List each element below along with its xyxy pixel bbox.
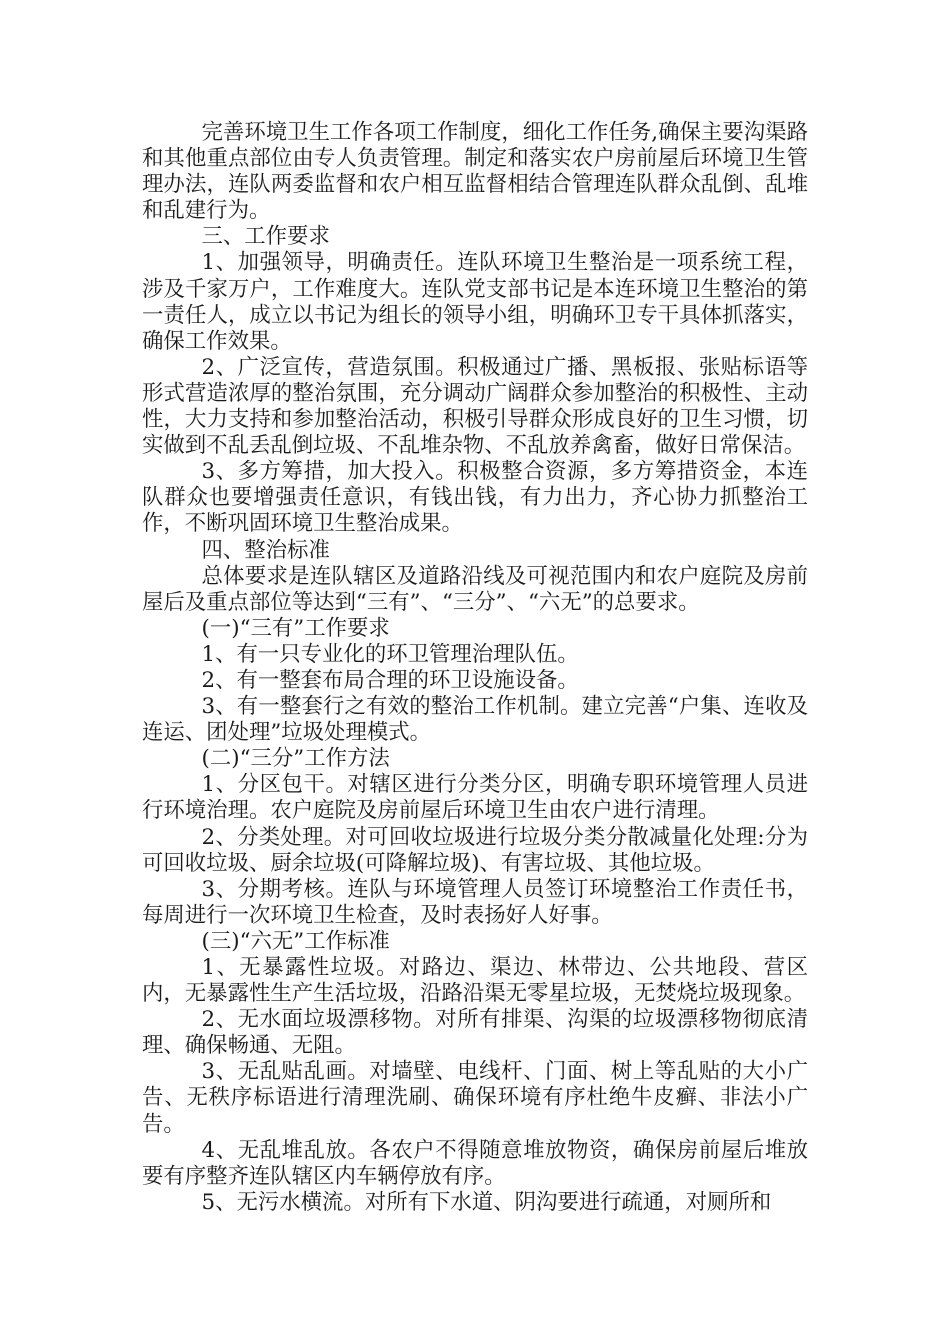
paragraph: 5、无污水横流。对所有下水道、阴沟要进行疏通，对厕所和 — [201, 1189, 772, 1215]
paragraph: 2、广泛宣传，营造氛围。积极通过广播、黑板报、张贴标语等形式营造浓厚的整治氛围，充分调动广阔群众参加整治的积极性、主动性，大力支持和参加整治活动，积极引导群众形成良好的卫生习惯，切实做到不乱丢乱倒垃圾、不乱堆杂物、不乱放养禽畜，做好日常保洁。 — [142, 354, 808, 459]
paragraph: 3、多方筹措，加大投入。积极整合资源，多方筹措资金，本连队群众也要增强责任意识，有钱出钱，有力出力，齐心协力抓整治工作，不断巩固环境卫生整治成果。 — [142, 459, 808, 537]
paragraph: 2、无水面垃圾漂移物。对所有排渠、沟渠的垃圾漂移物彻底清理、确保畅通、无阻。 — [142, 1007, 808, 1059]
subsection-heading: (三)“六无”工作标准 — [201, 928, 390, 954]
paragraph: 1、无暴露性垃圾。对路边、渠边、林带边、公共地段、营区内，无暴露性生产生活垃圾，沿路沿渠无零星垃圾，无焚烧垃圾现象。 — [142, 955, 808, 1007]
paragraph: 1、分区包干。对辖区进行分类分区，明确专职环境管理人员进行环境治理。农户庭院及房前屋后环境卫生由农户进行清理。 — [142, 772, 808, 824]
paragraph: 4、无乱堆乱放。各农户不得随意堆放物资，确保房前屋后堆放要有序整齐连队辖区内车辆停放有序。 — [142, 1137, 808, 1189]
paragraph: 总体要求是连队辖区及道路沿线及可视范围内和农户庭院及房前屋后及重点部位等达到“三有”、“三分”、“六无”的总要求。 — [142, 563, 808, 615]
paragraph: 2、有一整套布局合理的环卫设施设备。 — [201, 667, 579, 693]
section-heading: 四、整治标准 — [201, 537, 330, 563]
paragraph: 完善环境卫生工作各项工作制度，细化工作任务,确保主要沟渠路和其他重点部位由专人负责管理。制定和落实农户房前屋后环境卫生管理办法，连队两委监督和农户相互监督相结合管理连队群众乱倒、乱堆和乱建行为。 — [142, 120, 808, 224]
paragraph: 3、分期考核。连队与环境管理人员签订环境整治工作责任书，每周进行一次环境卫生检查，及时表扬好人好事。 — [142, 876, 808, 928]
paragraph: 3、有一整套行之有效的整治工作机制。建立完善“户集、连收及连运、团处理”垃圾处理模式。 — [142, 694, 808, 746]
paragraph: 3、无乱贴乱画。对墙壁、电线杆、门面、树上等乱贴的大小广告、无秩序标语进行清理洗刷、确保环境有序杜绝牛皮癣、非法小广告。 — [142, 1059, 808, 1137]
paragraph: 2、分类处理。对可回收垃圾进行垃圾分类分散减量化处理:分为可回收垃圾、厨余垃圾(可降解垃圾)、有害垃圾、其他垃圾。 — [142, 824, 808, 876]
subsection-heading: (二)“三分”工作方法 — [201, 746, 390, 772]
paragraph: 1、有一只专业化的环卫管理治理队伍。 — [201, 641, 579, 667]
subsection-heading: (一)“三有”工作要求 — [201, 615, 390, 641]
section-heading: 三、工作要求 — [201, 224, 330, 250]
document-body — [142, 120, 808, 1216]
paragraph: 1、加强领导，明确责任。连队环境卫生整治是一项系统工程，涉及千家万户，工作难度大。连队党支部书记是本连环境卫生整治的第一责任人，成立以书记为组长的领导小组，明确环卫专干具体抓落实，确保工作效果。 — [142, 250, 808, 354]
